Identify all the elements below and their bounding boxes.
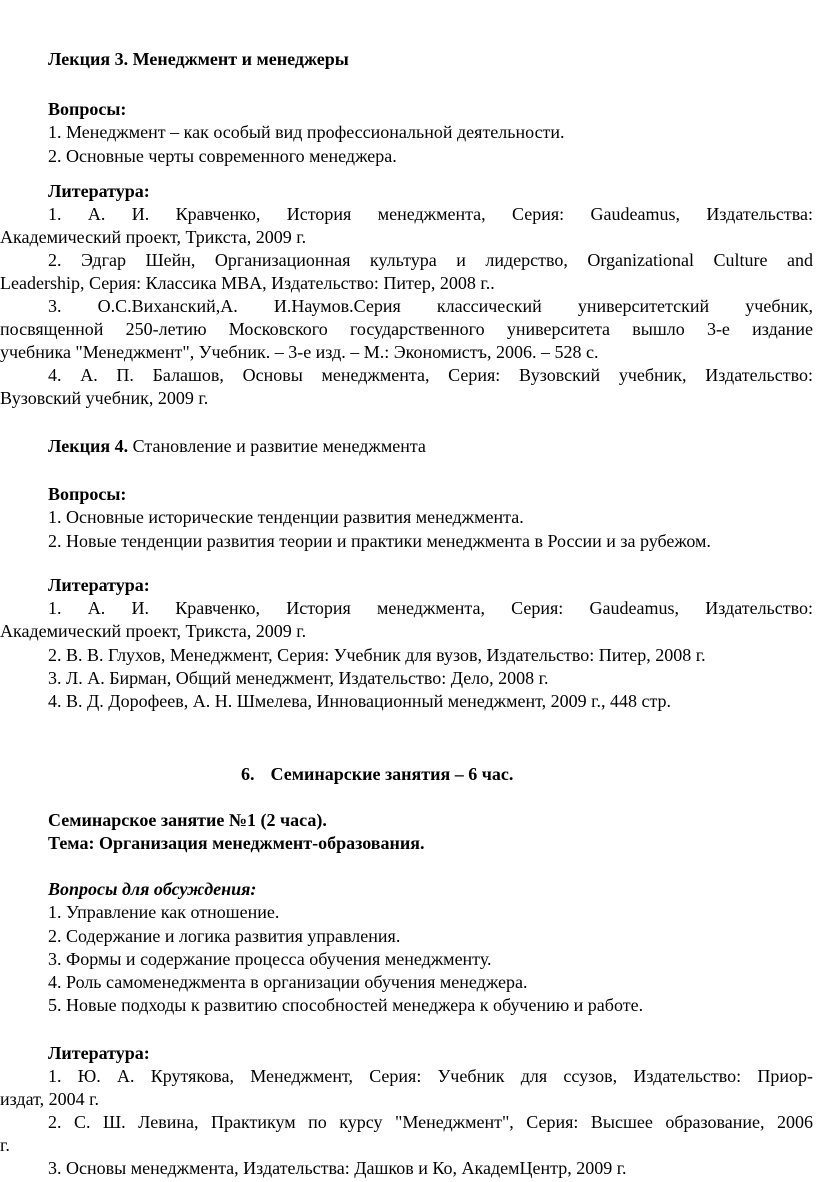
lecture4-literature-line: 3. Л. А. Бирман, Общий менеджмент, Издательство: Дело, 2008 г. [48,668,549,688]
section-title: Семинарские занятия – 6 час. [270,764,514,784]
lecture3-literature-line: Leadership, Серия: Классика MBA, Издательство: Питер, 2008 г.. [0,273,495,293]
lecture4-question: 1. Основные исторические тенденции развития менеджмента. [48,507,524,527]
section-number: 6. [241,764,255,784]
seminar1-question: 2. Содержание и логика развития управления. [48,926,401,946]
seminar1-topic: Тема: Организация менеджмент-образования. [48,833,425,853]
seminar1-title: Семинарское занятие №1 (2 часа). [48,810,327,830]
lecture4-title-number: Лекция 4. [48,436,129,456]
lecture4-title-text: Становление и развитие менеджмента [128,436,426,456]
lecture3-title: Лекция 3. Менеджмент и менеджеры [48,49,349,69]
lecture3-literature-line: Академический проект, Трикста, 2009 г. [0,227,307,247]
lecture3-literature-label: Литература: [48,181,150,201]
seminar1-literature-line: 1. Ю. А. Крутякова, Менеджмент, Серия: Учебник для ссузов, Издательство: Приор- [48,1066,813,1086]
lecture3-question: 2. Основные черты современного менеджера. [48,146,397,166]
lecture3-literature-line: 2. Эдгар Шейн, Организационная культура и лидерство, Organizational Culture and [48,250,813,270]
lecture4-title [48,434,426,458]
seminar1-literature-line: 2. С. Ш. Левина, Практикум по курсу "Менеджмент", Серия: Высшее образование, 2006 [48,1112,813,1132]
seminar1-question: 1. Управление как отношение. [48,902,280,922]
seminar1-literature-label: Литература: [48,1043,150,1063]
lecture4-literature-line: 2. В. В. Глухов, Менеджмент, Серия: Учебник для вузов, Издательство: Питер, 2008 г. [48,645,706,665]
lecture4-literature-line: Академический проект, Трикста, 2009 г. [0,621,307,641]
lecture3-literature-line: 4. А. П. Балашов, Основы менеджмента, Серия: Вузовский учебник, Издательство: [48,365,813,385]
seminar1-question: 4. Роль самоменеджмента в организации обучения менеджера. [48,972,528,992]
lecture3-literature-line: посвященной 250-летию Московского государственного университета вышло 3-е издание [0,319,813,339]
seminar1-discussion-label: Вопросы для обсуждения: [48,879,257,899]
seminar1-literature-line: 3. Основы менеджмента, Издательства: Дашков и Ко, АкадемЦентр, 2009 г. [48,1158,627,1178]
lecture3-literature-line: 1. А. И. Кравченко, История менеджмента, Серия: Gaudeamus, Издательства: [48,204,813,224]
lecture4-literature-line: 4. В. Д. Дорофеев, А. Н. Шмелева, Инновационный менеджмент, 2009 г., 448 стр. [48,691,672,711]
lecture3-literature-line: Вузовский учебник, 2009 г. [0,388,209,408]
lecture3-question: 1. Менеджмент – как особый вид профессиональной деятельности. [48,122,565,142]
lecture4-literature-label: Литература: [48,575,150,595]
lecture4-questions-label: Вопросы: [48,484,127,504]
lecture3-literature-line: учебника "Менеджмент", Учебник. – 3-е изд. – М.: Экономистъ, 2006. – 528 с. [0,342,599,362]
lecture4-question: 2. Новые тенденции развития теории и практики менеджмента в России и за рубежом. [48,531,711,551]
section-heading [241,762,513,786]
lecture3-questions-label: Вопросы: [48,99,127,119]
lecture3-literature-line: 3. О.С.Виханский,А. И.Наумов.Серия классический университетский учебник, [48,296,813,316]
lecture4-literature-line: 1. А. И. Кравченко, История менеджмента, Серия: Gaudeamus, Издательство: [48,598,813,618]
seminar1-literature-line: г. [0,1135,10,1155]
seminar1-question: 5. Новые подходы к развитию способностей менеджера к обучению и работе. [48,995,644,1015]
seminar1-literature-line: издат, 2004 г. [0,1089,99,1109]
seminar1-question: 3. Формы и содержание процесса обучения менеджменту. [48,949,492,969]
